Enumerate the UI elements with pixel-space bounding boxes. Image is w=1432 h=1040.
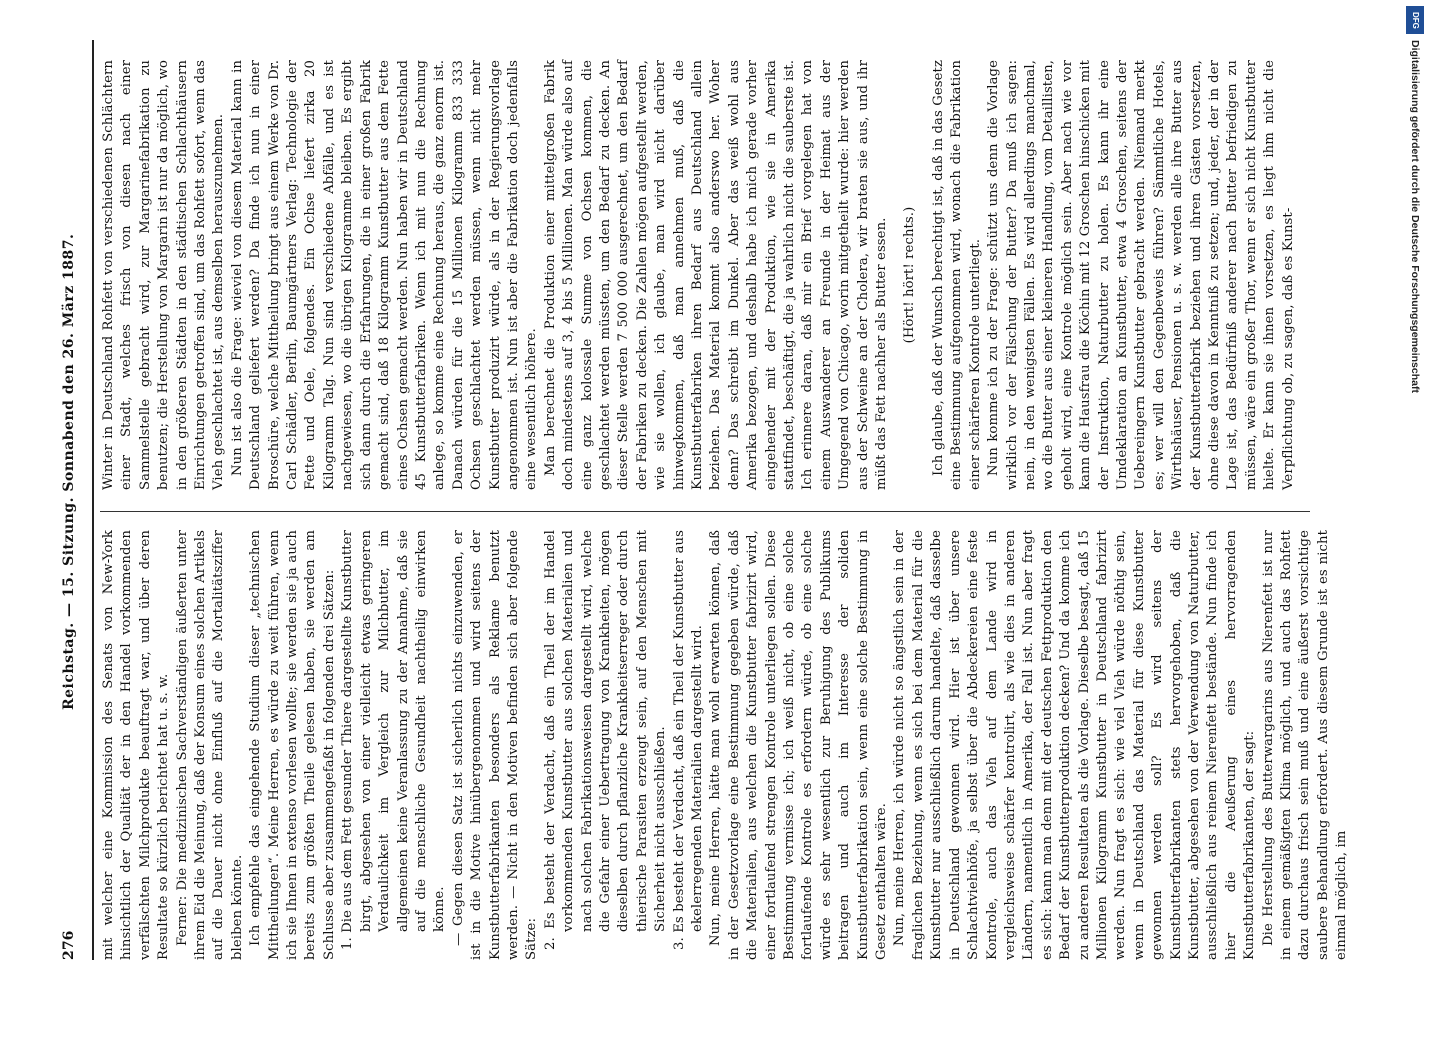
list-item: 2. Es besteht der Verdacht, daß ein Theil der im Handel vorkommenden Kunstbutter aus solchen Materialien und nach solchen Fabrikationsweisen dargestellt wird, welche die Gefahr einer Uebertragung von Krankheiten, mögen dieselben durch pflanzliche Krankheitserreger oder durch thierische Parasiten erzeugt sein, auf den Menschen mit Sicherheit nicht ausschließen. — [542, 530, 669, 950]
paragraph: Nun ist also die Frage: wieviel von diesem Material kann in Deutschland geliefert werden? Da finde ich nun in einer Broschüre, welche Mittheilung bringt aus einem Werke von Dr. Carl Schädler, Berlin, Baumgärtners Verlag: Technologie der Fette und Oele, folgendes. Ein Ochse liefert zirka 20 Kilogramm Talg. Nun sind verschiedene Abfälle, und es ist nachgewiesen, wo die übrigen Kilogramme bleiben. Es ergibt sich dann durch die Erfahrungen, die in einer großen Fabrik gemacht sind, daß 18 Kilogramm Kunstbutter aus dem Fette eines Ochsen gemacht werden. Nun haben wir in Deutschland 45 Kunstbutterfabriken. Wenn ich mit nun die Rechnung anlege, so komme eine Rechnung heraus, die ganz enorm ist. Danach würden für die 15 Millionen Kilogramm 833 333 Ochsen geschlachtet werden müssen, wenn nicht mehr Kunstbutter produzirt würde, als in der Regierungsvorlage angenommen ist. Nun ist aber die Fabrikation doch jedenfalls eine wesentlich höhere. — [229, 60, 540, 490]
paragraph: Die Herstellung des Butterwargarins aus Nierenfett ist nur in einem gemäßigten Klima möglich, und auch das Rohfett dazu durchaus frisch sein muß und eine äußerst vorsichtige saubere Behandlung erfordert. Aus diesem Grunde ist es nicht einmal möglich, im — [1260, 530, 1350, 960]
paragraph: Nun komme ich zu der Frage: schützt uns denn die Vorlage wirklich vor der Fälschung der Butter? Da muß ich sagen: nein, in den wenigsten Fällen. Es wird allerdings manchmal, wo die Butter aus einer kleineren Handlung, vom Detaillisten, geholt wird, eine Kontrole möglich sein. Aber nach wie vor kann die Hausfrau die Köchin mit 12 Groschen hinschicken mit der Instruktion, Naturbutter zu holen. Es kann ihr eine Umdeklaration an Kunstbutter, etwa 4 Groschen, seitens der Uebereingern Kunstbutter gebracht werden. Niemand merkt es; wer will den Gegenbeweis führen? Sämmtliche Hotels, Wirthshäuser, Pensionen u. s. w. werden alle ihre Butter aus der Kunstbutterfabrik beziehen und ihren Gästen vorsetzen, ohne diese davon in Kenntniß zu setzen; und, jeder, der in der Lage ist, das Bedürfniß anderer nach Butter befriedigen zu müssen, wäre ein großer Thor, wenn er sich nicht Kunstbutter hielte. Er kann sie ihnen vorsetzen, es liegt ihm nicht die Verpflichtung ob, zu sagen, daß es Kunst- — [986, 60, 1296, 490]
dfg-watermark — [1398, 0, 1432, 1000]
header-rule — [92, 40, 94, 960]
page-header — [60, 40, 84, 960]
page-number: 276 — [61, 930, 77, 960]
paragraph: Man berechnet die Produktion einer mittelgroßen Fabrik doch mindestens auf 3, 4 bis 5 Millionen. Man würde also auf eine ganz kolossale Summe von Ochsen kommen, die geschlachtet werden müssten, um den Bedarf zu decken. An dieser Stelle werden 7 500 000 ausgerechnet, um den Bedarf der Fabriken zu decken. Die Zahlen mögen aufgestellt werden, wie sie wollen, ich glaube, man wird nicht darüber hinwegkommen, daß man annehmen muß, daß die Kunstbutterfabriken ihren Bedarf aus Deutschland allein beziehen. Das Material kommt also anderswo her. Woher denn? Das schreibt im Dunkel. Aber das weiß wohl aus Amerika bezogen, und deshalb habe ich mich gerade vorher eingehender mit der Produktion, wie sie in Amerika stattfindet, beschäftigt, die ja wahrlich nicht die sauberste ist. Ich erinnere daran, daß mir ein Brief vorgelegen hat von einem Auswanderer an Freunde in der Heimat aus der Umgegend von Chicago, worin mitgetheilt wurde: hier werden aus der Schweine an der Cholera, wir braten sie aus, und ihr müßt das Fett nachher als Butter essen. — [542, 60, 890, 490]
paragraph: Ich glaube, daß der Wunsch berechtigt ist, daß in das Gesetz eine Bestimmung aufgenommen wird, wonach die Fabrikation einer schärferen Kontrole unterliegt. — [930, 60, 983, 490]
dfg-logo-icon: DFG — [1406, 6, 1424, 34]
interjection: (Hört! hört! rechts.) — [902, 206, 918, 344]
paragraph: Nun, meine Herren, hätte man wohl erwarten können, daß in der Gesetzvorlage eine Bestimmung gegeben würde, daß die Materialien, aus welchen die Kunstbutter fabrizirt wird, einer fortlaufend strengen Kontrole unterliegen sollen. Diese Bestimmung vermisse ich; ich weiß nicht, ob eine solche fortlaufende Kontrole es erfordern würde, ob eine solche würde es sehr wesentlich zur Beruhigung des Publikums beitragen und auch im Interesse der soliden Kunstbutterfabrikation sein, wenn eine solche Bestimmung in Gesetz enthalten wäre. — [708, 530, 890, 960]
list-item: 1. Die aus dem Fett gesunder Thiere dargestellte Kunstbutter birgt, abgesehen von einer vielleicht etwas geringeren Verdaulichkeit im Vergleich zur Milchbutter, im allgemeinen keine Veranlassung zu der Annahme, daß sie auf die menschliche Gesundheit nachtheilig einwirken könne. — [340, 530, 448, 950]
running-head: Reichstag. — 15. Sitzung. Sonnabend den 26. März 1887. — [61, 233, 77, 710]
paragraph: Ferner: Die medizinischen Sachverständigen äußerten unter ihrem Eid die Meinung, daß der Konsum eines solchen Artikels auf die Dauer nicht ohne Einfluß auf die Mortalitätsziffer bleiben könnte. — [174, 530, 245, 960]
watermark-text: Digitalisierung gefördert durch die Deutsche Forschungsgemeinschaft — [1409, 40, 1421, 393]
paragraph: Ich empfehle das eingehende Studium dieser „technischen Mittheilungen“. Meine Herren, es würde zu weit führen, wenn ich sie Ihnen in extenso vorlesen wollte; sie werden sie ja auch bereits zum größten Theile gelesen haben, sie werden am Schlusse aber zusammengefaßt in folgenden drei Sätzen: — [248, 530, 337, 960]
left-column — [100, 530, 1350, 960]
document-sheet — [40, 40, 1380, 960]
paragraph: Winter in Deutschland Rohfett von verschiedenen Schlächtern einer Stadt, welches frisch von diesen nach einer Sammelstelle gebracht wird, zur Margarinefabrikation zu benutzen; die Herstellung von Margarin ist nur da möglich, wo in den größeren Städten in den städtischen Schlachthäusern Einrichtungen getroffen sind, um das Rohfett sofort, wenn das Vieh geschlachtet ist, aus demselben herauszunehmen. — [101, 60, 227, 490]
list-item: 3. Es besteht der Verdacht, daß ein Theil der Kunstbutter aus ekelerregenden Materialien dargestellt wird. — [671, 530, 705, 950]
paragraph: Nun, meine Herren, ich würde nicht so ängstlich sein in der fraglichen Beziehung, wenn es sich bei dem Material für die Kunstbutter nur ausschließlich darum handelte, daß dasselbe in Deutschland gewonnen wird. Hier ist über unsere Schlachtviehhöfe, ja selbst über die Abdeckereien eine feste Kontrole, auch das Vieh auf dem Lande wird in vergleichsweise schärfer kontrolirt, als wie dies in anderen Ländern, namentlich in Amerika, der Fall ist. Nun aber fragt es sich: kann man denn mit der deutschen Fettproduktion den Bedarf der Kunstbutterproduktion decken? Und da komme ich zu anderen Resultaten als die Vorlage. Dieselbe besagt, daß 15 Millionen Kilogramm Kunstbutter in Deutschland fabrizirt werden. Nun fragt es sich: wie viel Vieh würde nöthig sein, wenn in Deutschland das Material für diese Kunstbutter gewonnen werden soll? Es wird seitens der Kunstbutterfabrikanten stets hervorgehoben, daß die Kunstbutter, abgesehen von der Verwendung von Naturbutter, ausschließlich aus reinem Nierenfett bestände. Nun finde ich hier die Aeußerung eines hervorragenden Kunstbutterfabrikanten, der sagt: — [892, 530, 1258, 960]
column-divider — [100, 511, 1310, 512]
paragraph: — Gegen diesen Satz ist sicherlich nichts einzuwenden, er ist in die Motive hinübergenommen und wird seitens der Kunstbutterfabrikanten besonders als Reklame benutzt werden. — Nicht in den Motiven befinden sich aber folgende Sätze: — [450, 530, 540, 960]
right-column — [100, 60, 1340, 490]
paragraph: mit welcher eine Kommission des Senats von New-York hinsichtlich der Qualität der in den Handel vorkommenden verfälschten Milchprodukte beauftragt war, und über deren Resultate so kürzlich berichtet hat u. s. w. — [101, 530, 172, 960]
